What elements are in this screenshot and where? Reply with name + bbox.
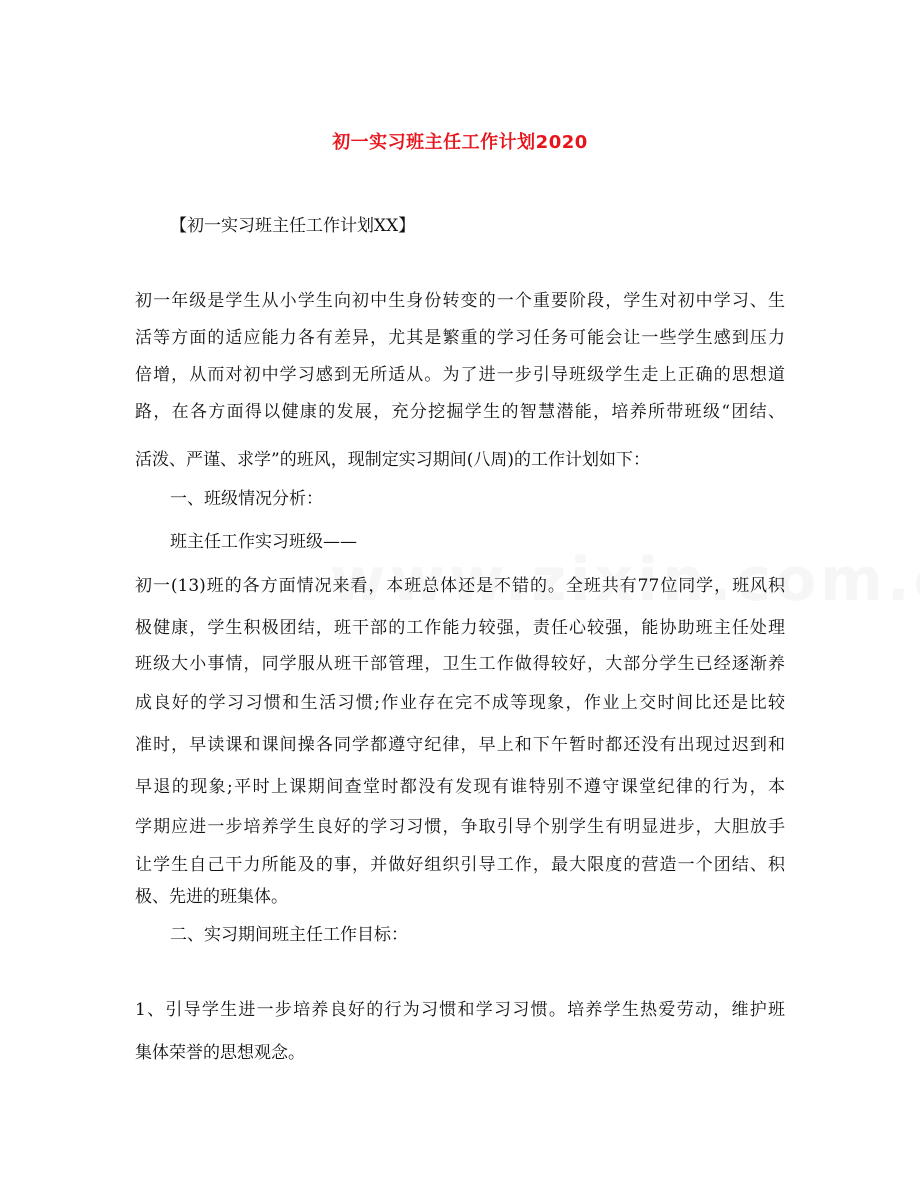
document-title: 初一实习班主任工作计划2020: [332, 132, 588, 153]
paragraph-line: 初一年级是学生从小学生向初中生身份转变的一个重要阶段，学生对初中学习、生: [135, 291, 785, 311]
paragraph-line: 成良好的学习习惯和生活习惯;作业存在完不成等现象，作业上交时间比还是比较: [135, 693, 785, 713]
paragraph-line: 极、先进的班集体。: [135, 887, 288, 907]
paragraph-line: 准时，早读课和课间操各同学都遵守纪律，早上和下午暂时都还没有出现过迟到和: [135, 735, 785, 755]
paragraph-line: 学期应进一步培养学生良好的学习习惯，争取引导个别学生有明显进步，大胆放手: [135, 817, 785, 837]
paragraph-line: 活等方面的适应能力各有差异，尤其是繁重的学习任务可能会让一些学生感到压力: [135, 328, 785, 348]
paragraph-line: 早退的现象;平时上课期间查堂时都没有发现有谁特别不遵守课堂纪律的行为，本: [135, 777, 785, 797]
section-heading: 一、班级情况分析：: [170, 489, 323, 509]
paragraph-line: 集体荣誉的思想观念。: [135, 1043, 305, 1063]
paragraph-line: 班级大小事情，同学服从班干部管理，卫生工作做得较好，大部分学生已经逐渐养: [135, 654, 785, 674]
paragraph-line: 初一(13)班的各方面情况来看，本班总体还是不错的。全班共有77位同学，班风积: [135, 576, 785, 596]
paragraph-line: 1、引导学生进一步培养良好的行为习惯和学习习惯。培养学生热爱劳动，维护班: [135, 1000, 785, 1020]
paragraph-line: 路，在各方面得以健康的发展，充分挖掘学生的智慧潜能，培养所带班级“团结、: [135, 402, 785, 422]
document-subtitle: 【初一实习班主任工作计划XX】: [170, 216, 416, 236]
paragraph-line: 让学生自己干力所能及的事，并做好组织引导工作，最大限度的营造一个团结、积: [135, 855, 785, 875]
paragraph-line: 倍增，从而对初中学习感到无所适从。为了进一步引导班级学生走上正确的思想道: [135, 365, 785, 385]
paragraph-line: 活泼、严谨、求学”的班风，现制定实习期间(八周)的工作计划如下：: [135, 450, 650, 470]
section-label: 班主任工作实习班级——: [170, 532, 357, 552]
section-heading: 二、实习期间班主任工作目标：: [170, 925, 408, 945]
paragraph-line: 极健康，学生积极团结，班干部的工作能力较强，责任心较强，能协助班主任处理: [135, 618, 785, 638]
